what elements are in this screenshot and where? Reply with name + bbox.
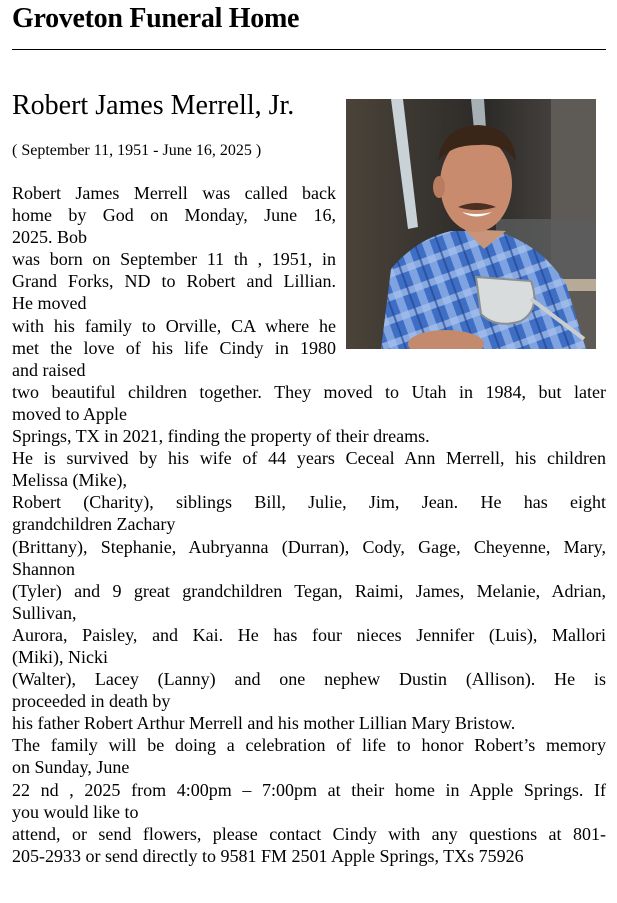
text-line: The family will be doing a celebration of life to honor Robert’s memory: [12, 735, 606, 756]
text-line: (Brittany), Stephanie, Aubryanna (Durran), Cody, Gage, Cheyenne, Mary,: [12, 536, 606, 557]
deceased-name: Robert James Merrell, Jr.: [12, 90, 295, 121]
text-line: Robert (Charity), siblings Bill, Julie, Jim, Jean. He has eight: [12, 492, 606, 513]
text-line: you would like to: [12, 801, 139, 822]
text-line: two beautiful children together. They moved to Utah in 1984, but later: [12, 381, 606, 402]
text-line: (Walter), Lacey (Lanny) and one nephew Dustin (Allison). He is: [12, 669, 606, 690]
text-line: 205-2933 or send directly to 9581 FM 2501 Apple Springs, TXs 75926: [12, 845, 524, 866]
text-line: 22 nd , 2025 from 4:00pm – 7:00pm at their home in Apple Springs. If: [12, 779, 606, 800]
text-line: Melissa (Mike),: [12, 470, 127, 491]
text-line: He is survived by his wife of 44 years Ceceal Ann Merrell, his children: [12, 448, 606, 469]
text-line: was born on September 11 th , 1951, in: [12, 249, 336, 270]
text-line: his father Robert Arthur Merrell and his mother Lillian Mary Bristow.: [12, 713, 516, 734]
text-line: home by God on Monday, June 16,: [12, 205, 336, 226]
text-line: Aurora, Paisley, and Kai. He has four nieces Jennifer (Luis), Mallori: [12, 624, 606, 645]
text-line: (Miki), Nicki: [12, 646, 108, 667]
life-dates: ( September 11, 1951 - June 16, 2025 ): [12, 142, 262, 159]
text-line: grandchildren Zachary: [12, 514, 176, 535]
text-line: and raised: [12, 359, 86, 380]
text-line: Springs, TX in 2021, finding the property of their dreams.: [12, 426, 430, 447]
text-line: Sullivan,: [12, 602, 77, 623]
text-line: He moved: [12, 293, 87, 314]
text-line: Robert James Merrell was called back: [12, 183, 336, 203]
text-line: Grand Forks, ND to Robert and Lillian.: [12, 271, 336, 292]
header-divider: [12, 49, 606, 50]
text-line: with his family to Orville, CA where he: [12, 315, 336, 336]
text-line: met the love of his life Cindy in 1980: [12, 337, 336, 358]
text-line: proceeded in death by: [12, 691, 171, 712]
text-line: (Tyler) and 9 great grandchildren Tegan, Raimi, James, Melanie, Adrian,: [12, 580, 606, 601]
text-line: on Sunday, June: [12, 757, 130, 778]
text-line: 2025. Bob: [12, 227, 88, 248]
text-line: Shannon: [12, 558, 75, 579]
text-line: moved to Apple: [12, 403, 127, 424]
site-title: Groveton Funeral Home: [12, 3, 300, 34]
obituary-text: [12, 182, 606, 867]
text-line: attend, or send flowers, please contact Cindy with any questions at 801-: [12, 823, 606, 844]
